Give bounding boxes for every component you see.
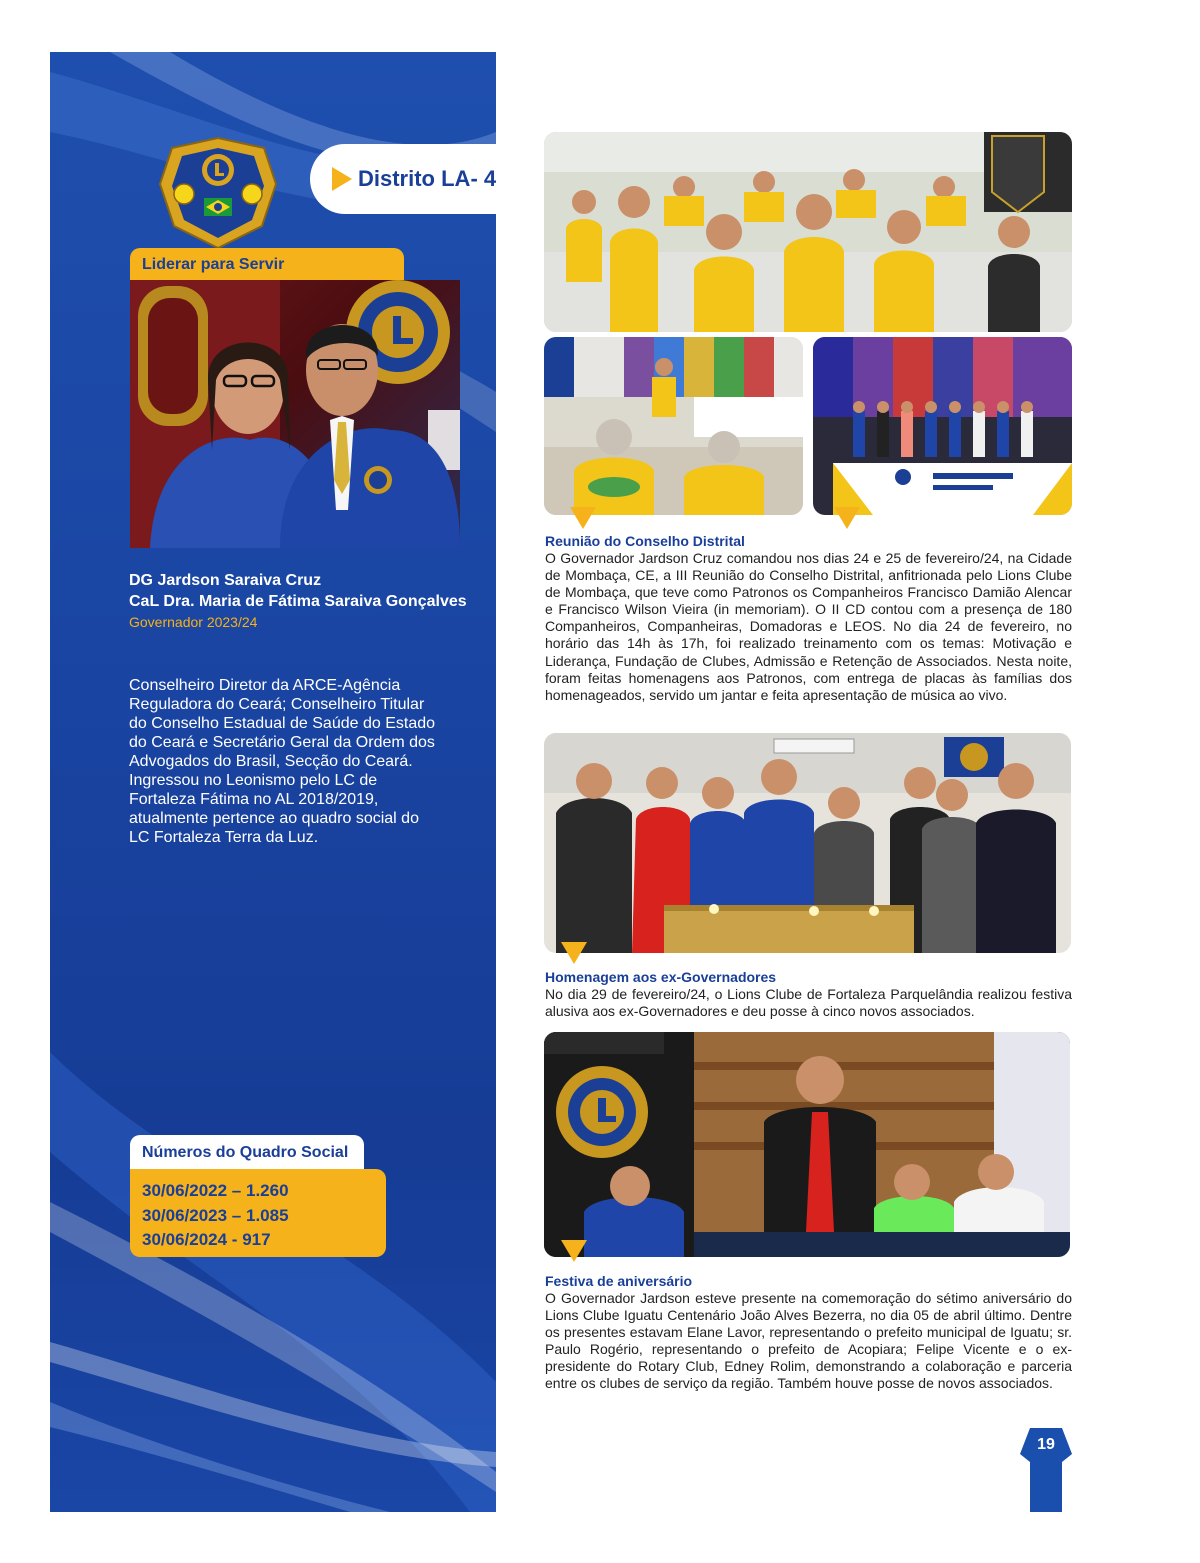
page-number: 19 <box>1037 1436 1055 1453</box>
motto-tab: Liderar para Servir <box>130 248 404 282</box>
district-label: Distrito LA- 4 <box>358 166 496 191</box>
photo-council-audience <box>544 132 1072 332</box>
membership-stats <box>130 1169 386 1257</box>
section-body: No dia 29 de fevereiro/24, o Lions Clube de Fortaleza Parquelândia realizou festiva alusiva aos ex-Governadores e deu posse à cinco novos associados. <box>545 986 1072 1020</box>
governor-portrait <box>130 280 460 548</box>
district-tab <box>310 144 496 214</box>
marker-icon <box>561 1240 587 1262</box>
section-title: Homenagem aos ex-Governadores <box>545 969 777 985</box>
section-body: O Governador Jardson esteve presente na comemoração do sétimo aniversário do Lions Clube Iguatu Centenário João Alves Bezerra, no dia 05 de abril último. Dentre os presentes estavam Elane Lavor, representando o prefeito municipal de Iguatu; sr. Paulo Rogério, representando o prefeito de Acopiara; Felipe Vicente e o ex-presidente do Rotary Club, Edney Rolim, demonstrando a colaboração e parceria entre os clubes de serviço da região. Também houve posse de novos associados. <box>545 1290 1072 1392</box>
membership-title: Números do Quadro Social <box>130 1135 364 1171</box>
arrow-icon <box>332 167 352 191</box>
membership-line: 30/06/2022 – 1.260 <box>142 1181 289 1200</box>
section-body: O Governador Jardson Cruz comandou nos dias 24 e 25 de fevereiro/24, na Cidade de Mombaça, CE, a III Reunião do Conselho Distrital, anfitrionada pelo Lions Clube de Mombaça, que teve como Patronos os Companheiros Francisco Damião Alencar e Francisco Wilson Vieira (in memoriam). O II CD contou com a presença de 180 Companheiros, Companheiras, Domadoras e LEOS. No dia 24 de fevereiro, no horário das 14h às 17h, foi realizado treinamento com os temas: Motivação e Liderança, Fundação de Clubes, Admissão e Retenção de Associados. Nesta noite, foram feitas homenagens aos Patronos, com entrega de placas às famílias dos homenageados, servido um jantar e feita apresentação de música ao vivo. <box>545 550 1072 703</box>
left-panel <box>50 52 496 1512</box>
marker-icon <box>561 942 587 964</box>
section-title: Reunião do Conselho Distrital <box>545 533 745 549</box>
photo-anniversary-speaker <box>544 1032 1070 1257</box>
governor-name: DG Jardson Saraiva Cruz <box>129 572 322 589</box>
photo-council-speaker <box>544 337 803 515</box>
marker-icon <box>570 507 596 529</box>
photo-council-head-table <box>813 337 1072 515</box>
governor-names <box>129 570 479 632</box>
marker-icon <box>834 507 860 529</box>
spouse-name: CaL Dra. Maria de Fátima Saraiva Gonçalves <box>129 593 467 610</box>
membership-line: 30/06/2023 – 1.085 <box>142 1205 289 1225</box>
district-emblem-icon <box>154 134 282 252</box>
membership-line: 30/06/2024 - 917 <box>142 1230 271 1249</box>
photo-ex-governors-group <box>544 733 1071 953</box>
governor-role: Governador 2023/24 <box>129 614 258 630</box>
section-title: Festiva de aniversário <box>545 1273 693 1289</box>
governor-bio: Conselheiro Diretor da ARCE-Agência Reguladora do Ceará; Conselheiro Titular do Conselho Estadual de Saúde do Estado do Ceará e Secretário Geral da Ordem dos Advogados do Brasil, Secção do Ceará. Ingressou no Leonismo pelo LC de Fortaleza Fátima no AL 2018/2019, atualmente pertence ao quadro social do LC Fortaleza Terra da Luz. <box>129 677 436 846</box>
